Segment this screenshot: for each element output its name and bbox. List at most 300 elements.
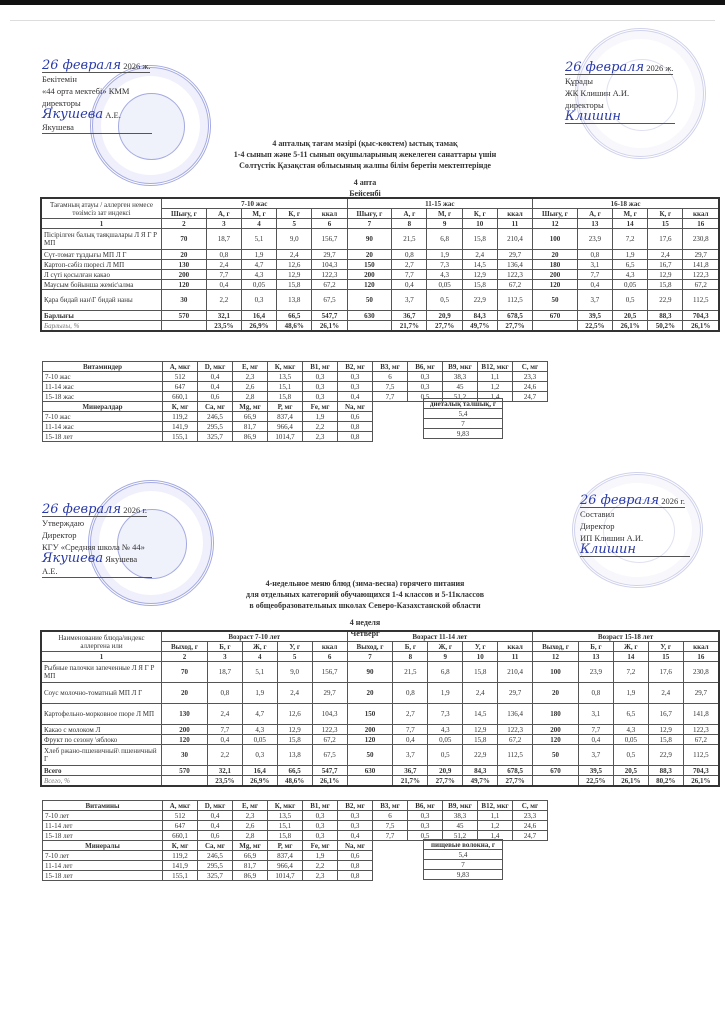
column-subheader: Б, г (578, 642, 613, 652)
nutrient-value: 3,7 (578, 745, 613, 766)
vitamin-column: B12, мкг (478, 362, 513, 372)
nutrient-value: 0,3 (242, 745, 277, 766)
mineral-value: 81,7 (233, 422, 268, 432)
nutrient-value: 90 (347, 229, 392, 250)
nutrient-value: 12,9 (648, 725, 683, 735)
total-value: 16,4 (241, 311, 276, 321)
column-subheader: Шығу, г (533, 209, 578, 219)
mineral-value: 0,8 (338, 432, 373, 442)
percent-label: Барлығы, % (41, 321, 162, 332)
column-header-name: Наименование блюда/индекс аллергена или (41, 631, 162, 652)
column-subheader: К, г (277, 209, 312, 219)
minerals-header: Минералдар (43, 402, 163, 412)
column-number: 11 (497, 219, 532, 229)
percent-value: 22,5% (578, 776, 613, 787)
column-subheader: А, г (392, 209, 427, 219)
nutrient-value: 22,9 (463, 745, 498, 766)
nutrient-value: 29,7 (312, 250, 347, 260)
vitamin-value: 0,3 (303, 831, 338, 841)
mineral-value: 246,5 (198, 412, 233, 422)
age-label: 7-10 лет (43, 811, 163, 821)
nutrient-value: 67,2 (497, 280, 532, 290)
column-number: 1 (41, 219, 162, 229)
nutrient-value: 67,2 (683, 280, 719, 290)
column-subheader: Шығу, г (347, 209, 392, 219)
nutrient-value: 22,9 (648, 290, 683, 311)
nutrient-value: 29,7 (683, 683, 719, 704)
nutrient-value: 70 (162, 229, 207, 250)
mineral-value: 966,4 (268, 422, 303, 432)
approval-block-left-ru: 26 февраля 2026 г. Утверждаю Директор КГУ «Средняя школа № 44» Якушева Якушева А.Е. (42, 504, 152, 578)
vitamin-column: B2, мг (338, 801, 373, 811)
nutrient-value: 0,8 (207, 683, 242, 704)
vitamin-value: 7,5 (373, 382, 408, 392)
column-number: 4 (242, 652, 277, 662)
total-value: 547,7 (312, 311, 347, 321)
vitamin-value: 7,7 (373, 392, 408, 402)
nutrient-value: 0,8 (393, 683, 428, 704)
age-group-header: 16-18 жас (533, 198, 719, 209)
nutrient-value: 112,5 (498, 745, 533, 766)
nutrient-value: 50 (533, 290, 578, 311)
nutrient-value: 20 (162, 250, 207, 260)
vitamin-value: 0,3 (408, 382, 443, 392)
total-value: 704,3 (683, 766, 719, 776)
vitamin-column: B3, мг (373, 362, 408, 372)
nutrient-value: 210,4 (498, 662, 533, 683)
vitamin-column: С, мг (513, 801, 548, 811)
mineral-value: 141,9 (163, 861, 198, 871)
nutrient-value: 156,7 (312, 662, 347, 683)
percent-value (347, 776, 393, 787)
nutrient-value: 0,4 (578, 735, 613, 745)
vitamin-value: 13,5 (268, 372, 303, 382)
mineral-value: 1,9 (303, 412, 338, 422)
nutrient-value: 0,4 (577, 280, 612, 290)
total-value: 32,1 (207, 766, 242, 776)
nutrient-value: 150 (347, 260, 392, 270)
total-value: 88,3 (648, 766, 683, 776)
vitamin-value: 0,3 (338, 821, 373, 831)
vitamin-value: 660,1 (163, 392, 198, 402)
signature: Клишин (580, 542, 636, 557)
nutrient-value: 5,1 (241, 229, 276, 250)
vitamin-value: 1,2 (478, 382, 513, 392)
nutrient-value: 130 (162, 260, 207, 270)
percent-value (533, 321, 578, 332)
nutrient-value: 200 (347, 725, 393, 735)
column-number: 5 (277, 652, 312, 662)
nutrient-value: 112,5 (683, 745, 719, 766)
dish-name: Рыбные палочки запеченные Л Я Г Р МП (41, 662, 162, 683)
nutrient-value: 20 (533, 250, 578, 260)
nutrient-value: 0,4 (206, 280, 241, 290)
nutrient-value: 130 (162, 704, 208, 725)
mineral-value: 837,4 (268, 851, 303, 861)
vitamin-column: А, мкг (163, 362, 198, 372)
nutrient-value: 21,5 (393, 662, 428, 683)
percent-value: 26,1% (312, 321, 347, 332)
total-value: 678,5 (497, 311, 532, 321)
vitamin-value: 0,3 (303, 372, 338, 382)
mineral-value: 966,4 (268, 861, 303, 871)
total-value: 570 (162, 311, 207, 321)
column-number: 15 (648, 219, 683, 229)
mineral-value: 2,2 (303, 861, 338, 871)
day-label: Бейсенбі (349, 189, 381, 198)
nutrient-value: 122,3 (312, 725, 347, 735)
total-value: 547,7 (312, 766, 347, 776)
nutrient-value: 0,3 (241, 290, 276, 311)
percent-value: 26,9% (241, 321, 276, 332)
vitamin-value: 51,2 (443, 392, 478, 402)
total-label: Барлығы (41, 311, 162, 321)
nutrient-value: 0,05 (613, 280, 648, 290)
table-row (41, 270, 719, 280)
nutrient-value: 0,8 (392, 250, 427, 260)
vitamin-value: 2,3 (233, 372, 268, 382)
column-subheader: К, г (462, 209, 497, 219)
vitamin-value: 23,3 (513, 811, 548, 821)
nutrient-value: 7,7 (393, 725, 428, 735)
nutrient-value: 7,2 (613, 229, 648, 250)
nutrient-value: 17,6 (648, 229, 683, 250)
column-number: 9 (427, 219, 462, 229)
vitamin-value: 0,5 (408, 831, 443, 841)
vitamin-value: 1,2 (478, 821, 513, 831)
nutrient-value: 70 (162, 662, 208, 683)
total-label: Всего (41, 766, 162, 776)
column-number: 8 (393, 652, 428, 662)
percent-value: 21,7% (392, 321, 427, 332)
nutrient-value: 180 (533, 260, 578, 270)
vitamin-column: B1, мг (303, 801, 338, 811)
vitamin-value: 0,3 (408, 811, 443, 821)
column-number: 2 (162, 219, 207, 229)
vitamin-value: 6 (373, 811, 408, 821)
column-number: 1 (41, 652, 162, 662)
menu-table-ru (40, 630, 720, 787)
day-label: Четверг (350, 629, 380, 638)
dish-name: Фрукт по сезону \яблоко (41, 735, 162, 745)
mineral-column: Fe, мг (303, 402, 338, 412)
mineral-column: Na, мг (338, 402, 373, 412)
column-subheader: Ж, г (613, 642, 648, 652)
nutrient-value: 112,5 (497, 290, 532, 311)
nutrient-value: 18,7 (207, 662, 242, 683)
percent-value (533, 776, 579, 787)
nutrient-value: 18,7 (206, 229, 241, 250)
column-subheader: У, г (463, 642, 498, 652)
column-subheader: К, г (648, 209, 683, 219)
mineral-value: 0,6 (338, 851, 373, 861)
approval-date: 26 февраля 2026 г. (42, 502, 147, 517)
vitamin-column: B1, мг (303, 362, 338, 372)
nutrient-value: 15,8 (463, 662, 498, 683)
percent-value: 22,5% (577, 321, 612, 332)
percent-value: 49,7% (463, 776, 498, 787)
vitamin-column: Е, мг (233, 362, 268, 372)
vitamin-value: 0,4 (198, 821, 233, 831)
nutrient-value: 6,8 (427, 229, 462, 250)
nutrient-value: 14,5 (462, 260, 497, 270)
nutrient-value: 30 (162, 290, 207, 311)
mineral-column: Na, мг (338, 841, 373, 851)
nutrient-value: 22,9 (462, 290, 497, 311)
column-subheader: ккал (312, 642, 347, 652)
nutrient-value: 4,3 (613, 270, 648, 280)
fiber-value: 5,4 (424, 409, 503, 419)
nutrient-value: 6,5 (613, 260, 648, 270)
fiber-header: диеталық талшық, г (424, 399, 503, 409)
column-number: 11 (498, 652, 533, 662)
dish-name: Картофельно-морковное пюре Л МП (41, 704, 162, 725)
nutrient-value: 20 (347, 683, 393, 704)
nutrient-value: 120 (347, 735, 393, 745)
nutrient-value: 0,8 (577, 250, 612, 260)
mineral-value: 141,9 (163, 422, 198, 432)
mineral-value: 837,4 (268, 412, 303, 422)
mineral-value: 86,9 (233, 432, 268, 442)
nutrient-value: 29,7 (498, 683, 533, 704)
vitamin-value: 0,3 (303, 821, 338, 831)
table-row (41, 229, 719, 250)
nutrient-value: 3,1 (578, 704, 613, 725)
column-subheader: ккал (498, 642, 533, 652)
minerals-header: Минералы (43, 841, 163, 851)
age-label: 11-14 лет (43, 821, 163, 831)
nutrient-value: 4,3 (427, 270, 462, 280)
nutrient-value: 200 (347, 270, 392, 280)
fiber-table-kz (423, 398, 503, 439)
percent-value: 49,7% (462, 321, 497, 332)
column-number: 3 (206, 219, 241, 229)
percent-value: 21,7% (393, 776, 428, 787)
nutrient-value: 0,5 (613, 745, 648, 766)
nutrient-value: 3,1 (577, 260, 612, 270)
nutrient-value: 100 (533, 662, 579, 683)
fiber-value: 7 (424, 419, 503, 429)
nutrient-value: 0,05 (427, 280, 462, 290)
column-subheader: М, г (241, 209, 276, 219)
vitamin-value: 1,1 (478, 372, 513, 382)
nutrient-value: 104,3 (312, 704, 347, 725)
vitamin-column: К, мкг (268, 362, 303, 372)
menu-table-kz (40, 197, 720, 332)
nutrient-value: 12,6 (277, 260, 312, 270)
nutrient-value: 136,4 (498, 704, 533, 725)
percent-value: 23,5% (206, 321, 241, 332)
nutrient-value: 20 (162, 683, 208, 704)
vitamin-value: 2,8 (233, 392, 268, 402)
dish-name: Картоп-сәбіз пюресі Л МП (41, 260, 162, 270)
vitamin-value: 0,4 (198, 372, 233, 382)
vitamin-value: 24,6 (513, 382, 548, 392)
mineral-value: 66,9 (233, 412, 268, 422)
nutrient-value: 0,8 (578, 683, 613, 704)
percent-value: 27,7% (427, 321, 462, 332)
percent-value: 50,2% (648, 321, 683, 332)
nutrient-value: 50 (533, 745, 579, 766)
nutrient-value: 12,9 (277, 270, 312, 280)
vitamin-column: B12, мкг (478, 801, 513, 811)
vitamin-column: К, мкг (268, 801, 303, 811)
column-subheader: А, г (206, 209, 241, 219)
table-row (41, 250, 719, 260)
percent-value: 26,1% (312, 776, 347, 787)
approval-date: 26 февраля 2026 г. (580, 493, 685, 508)
mineral-value: 119,2 (163, 412, 198, 422)
mineral-value: 86,9 (233, 871, 268, 881)
column-number: 10 (463, 652, 498, 662)
dish-name: Пісірілген балық таяқшалары Л Я Г Р МП (41, 229, 162, 250)
mineral-column: Mg, мг (233, 402, 268, 412)
nutrient-value: 16,7 (648, 260, 683, 270)
nutrient-value: 1,9 (241, 250, 276, 260)
percent-value: 27,7% (428, 776, 463, 787)
nutrient-value: 23,9 (578, 662, 613, 683)
vitamin-value: 0,4 (198, 382, 233, 392)
nutrient-value: 2,4 (277, 683, 312, 704)
nutrient-value: 7,7 (207, 725, 242, 735)
column-subheader: М, г (427, 209, 462, 219)
nutrient-value: 2,4 (648, 250, 683, 260)
nutrient-value: 3,7 (393, 745, 428, 766)
column-number: 3 (207, 652, 242, 662)
total-value: 570 (162, 766, 208, 776)
column-subheader: Выход, г (347, 642, 393, 652)
signature-line (580, 544, 690, 557)
vitamin-value: 24,6 (513, 821, 548, 831)
vitamin-value: 0,3 (303, 382, 338, 392)
total-value: 84,3 (463, 766, 498, 776)
vitamin-value: 51,2 (443, 831, 478, 841)
nutrient-value: 4,7 (241, 260, 276, 270)
total-value: 84,3 (462, 311, 497, 321)
nutrient-value: 20 (347, 250, 392, 260)
vitamin-column: А, мкг (163, 801, 198, 811)
nutrient-value: 12,9 (277, 725, 312, 735)
nutrient-value: 16,7 (648, 704, 683, 725)
percent-value: 26,1% (683, 321, 719, 332)
vitamin-value: 0,6 (198, 831, 233, 841)
nutrient-value: 12,6 (277, 704, 312, 725)
nutrient-value: 1,9 (613, 250, 648, 260)
nutrient-value: 122,3 (498, 725, 533, 735)
percent-value: 26,1% (613, 321, 648, 332)
column-subheader: М, г (613, 209, 648, 219)
week-label: 4 неделя (349, 618, 381, 627)
signature: Якушева (42, 551, 104, 566)
total-value: 20,5 (613, 766, 648, 776)
nutrient-value: 2,4 (463, 683, 498, 704)
approval-block-right-ru: 26 февраля 2026 г. Составил Директор ИП Клишин А.И. Клишин (580, 495, 690, 557)
vitamin-value: 0,3 (338, 372, 373, 382)
column-subheader: Выход, г (533, 642, 579, 652)
mineral-value: 2,3 (303, 871, 338, 881)
dish-name: Хлеб ржано-пшеничный\ пшеничный Г (41, 745, 162, 766)
column-number: 14 (613, 219, 648, 229)
nutrient-value: 0,5 (428, 745, 463, 766)
nutrient-value: 12,9 (463, 725, 498, 735)
nutrient-value: 21,5 (392, 229, 427, 250)
column-number: 12 (533, 219, 578, 229)
vitamin-value: 38,3 (443, 372, 478, 382)
column-number: 4 (241, 219, 276, 229)
nutrient-value: 2,7 (393, 704, 428, 725)
nutrient-value: 23,9 (577, 229, 612, 250)
nutrient-value: 4,3 (428, 725, 463, 735)
mineral-column: Са, мг (198, 402, 233, 412)
percent-value: 26,1% (683, 776, 719, 787)
vitamin-column: B6, мг (408, 801, 443, 811)
column-number: 10 (462, 219, 497, 229)
total-value: 630 (347, 766, 393, 776)
vitamin-value: 24,7 (513, 831, 548, 841)
total-value: 20,9 (427, 311, 462, 321)
mineral-value: 295,5 (198, 861, 233, 871)
nutrient-value: 15,8 (463, 735, 498, 745)
vitamin-value: 0,3 (303, 811, 338, 821)
vitamin-value: 15,8 (268, 831, 303, 841)
nutrient-value: 12,9 (648, 270, 683, 280)
mineral-value: 2,2 (303, 422, 338, 432)
percent-value: 27,7% (498, 776, 533, 787)
nutrient-value: 136,4 (497, 260, 532, 270)
column-subheader: ккал (683, 642, 719, 652)
nutrient-value: 67,5 (312, 745, 347, 766)
column-subheader: ккал (683, 209, 719, 219)
nutrient-value: 2,4 (648, 683, 683, 704)
mineral-column: Mg, мг (233, 841, 268, 851)
vitamin-value: 647 (163, 382, 198, 392)
age-label: 15-18 лет (43, 432, 163, 442)
age-label: 7-10 жас (43, 372, 163, 382)
mineral-value: 325,7 (198, 432, 233, 442)
age-label: 7-10 жас (43, 412, 163, 422)
column-subheader: Ж, г (242, 642, 277, 652)
mineral-value: 325,7 (198, 871, 233, 881)
mineral-column: Р, мг (268, 841, 303, 851)
vitamin-value: 0,3 (408, 821, 443, 831)
nutrient-value: 200 (533, 725, 579, 735)
nutrient-value: 112,5 (683, 290, 719, 311)
nutrient-value: 0,05 (241, 280, 276, 290)
total-value: 36,7 (393, 766, 428, 776)
nutrient-value: 9,0 (277, 229, 312, 250)
table-row (41, 290, 719, 311)
nutrient-value: 0,4 (392, 280, 427, 290)
column-number: 9 (428, 652, 463, 662)
vitamin-value: 0,6 (198, 392, 233, 402)
vitamin-value: 0,3 (338, 382, 373, 392)
nutrient-value: 20 (533, 683, 579, 704)
nutrient-value: 67,2 (498, 735, 533, 745)
total-value: 39,5 (578, 766, 613, 776)
vitamin-value: 0,3 (303, 392, 338, 402)
nutrient-value: 3,7 (577, 290, 612, 311)
mineral-value: 1014,7 (268, 871, 303, 881)
vitamin-column: Е, мг (233, 801, 268, 811)
nutrient-value: 4,3 (241, 270, 276, 280)
nutrient-value: 17,6 (648, 662, 683, 683)
vitamin-column: B6, мг (408, 362, 443, 372)
nutrient-value: 15,8 (648, 280, 683, 290)
column-subheader: ккал (312, 209, 347, 219)
column-number: 13 (577, 219, 612, 229)
mineral-value: 2,3 (303, 432, 338, 442)
table-row (41, 683, 719, 704)
